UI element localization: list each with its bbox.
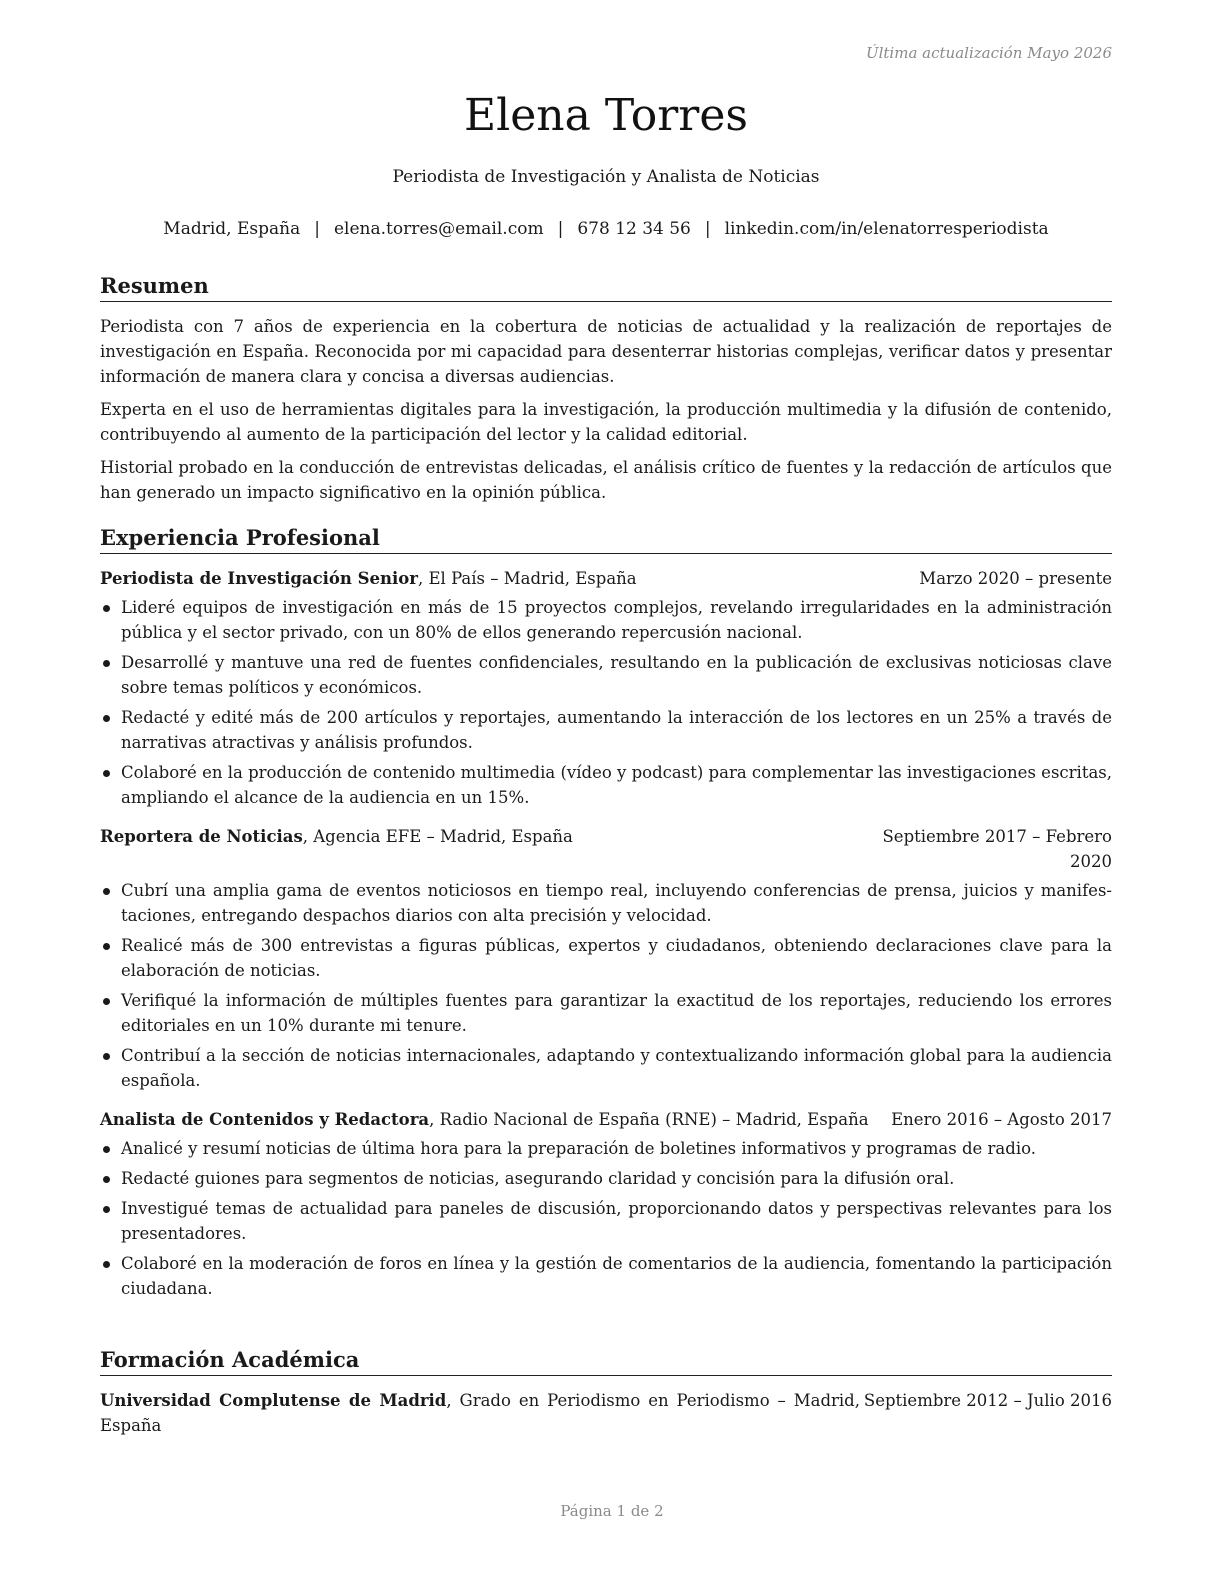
bullet-text: Desarrollé y mantuve una red de fuentes confidenciales, resultando en la publicación de exclusivas noticiosas clave sobre temas políticos y económicos. xyxy=(121,653,1112,697)
job-bullets xyxy=(100,878,1112,1093)
bullet-text: Redacté y edité más de 200 artículos y reportajes, aumentando la interacción de los lectores en un 25% a través de narrativas atractivas y análisis profundos. xyxy=(121,708,1112,752)
bullet-item xyxy=(100,1251,1112,1301)
bullet-icon xyxy=(103,770,110,777)
bullet-item xyxy=(100,705,1112,755)
bullet-text: Redacté guiones para segmentos de noticias, asegurando claridad y concisión para la difusión oral. xyxy=(121,1169,955,1188)
education-degree: , Grado en Periodismo en Periodismo – Madrid, España xyxy=(100,1391,860,1435)
job-entry xyxy=(100,824,1112,1093)
education-entry xyxy=(100,1388,1112,1438)
bullet-icon xyxy=(103,1261,110,1268)
bullet-item xyxy=(100,878,1112,928)
bullet-text: Analicé y resumí noticias de última hora para la preparación de boletines informativos y programas de radio. xyxy=(121,1139,1037,1158)
job-entry xyxy=(100,1107,1112,1301)
job-dates: Enero 2016 – Agosto 2017 xyxy=(891,1110,1112,1129)
bullet-icon xyxy=(103,943,110,950)
bullet-text: Cubrí una amplia gama de eventos noticiosos en tiempo real, incluyendo conferencias de prensa, juicios y manifestaciones, entregando despachos diarios con alta precisión y velocidad. xyxy=(121,881,1112,925)
bullet-text: Colaboré en la producción de contenido multimedia (vídeo y podcast) para complementar las investigaciones escritas, ampliando el alcance de la audiencia en un 15%. xyxy=(121,763,1112,807)
bullet-text: Realicé más de 300 entrevistas a figuras públicas, expertos y ciudadanos, obteniendo declaraciones clave para la elaboración de noticias. xyxy=(121,936,1112,980)
contact-separator: | xyxy=(704,219,711,239)
bullet-icon xyxy=(103,1146,110,1153)
bullet-item xyxy=(100,1196,1112,1246)
section-title-education: Formación Académica xyxy=(100,1345,1112,1376)
bullet-icon xyxy=(103,1053,110,1060)
section-title-summary: Resumen xyxy=(100,271,1112,302)
contact-phone[interactable]: 678 12 34 56 xyxy=(577,219,691,239)
bullet-item xyxy=(100,595,1112,645)
job-dates: Marzo 2020 – presente xyxy=(919,569,1112,588)
job-entry xyxy=(100,566,1112,810)
job-header xyxy=(100,1107,1112,1132)
contact-email[interactable]: elena.torres@email.com xyxy=(333,219,544,239)
bullet-icon xyxy=(103,715,110,722)
bullet-text: Verifiqué la información de múltiples fuentes para garantizar la exactitud de los reportajes, reduciendo los errores editoriales en un 10% durante mi tenure. xyxy=(121,991,1112,1035)
bullet-icon xyxy=(103,1176,110,1183)
section-title-experience: Experiencia Profesional xyxy=(100,523,1112,554)
candidate-headline: Periodista de Investigación y Analista de Noticias xyxy=(392,167,820,187)
last-updated: Última actualización Mayo 2026 xyxy=(865,44,1112,62)
summary-section xyxy=(100,271,1112,513)
contact-separator: | xyxy=(557,219,564,239)
contact-linkedin[interactable]: linkedin.com/in/elenatorresperiodista xyxy=(724,219,1049,239)
job-role: Periodista de Investigación Senior xyxy=(100,569,419,588)
job-role: Reportera de Noticias xyxy=(100,827,303,846)
summary-paragraph: Experta en el uso de herramientas digitales para la investigación, la producción multimedia y la difusión de contenido, contribuyendo al aumento de la participación del lector y la calidad editorial. xyxy=(100,400,1112,444)
summary-paragraph: Historial probado en la conducción de entrevistas delicadas, el análisis crítico de fuentes y la redacción de artículos que han generado un impacto significativo en la opinión pública. xyxy=(100,458,1112,502)
bullet-item xyxy=(100,933,1112,983)
contact-separator: | xyxy=(314,219,320,239)
page-number: Página 1 de 2 xyxy=(560,1502,664,1520)
bullet-icon xyxy=(103,660,110,667)
bullet-text: Lideré equipos de investigación en más de 15 proyectos complejos, revelando irregularidades en la administración pública y el sector privado, con un 80% de ellos generando repercusión nacional. xyxy=(121,598,1112,642)
job-bullets xyxy=(100,595,1112,810)
education-section xyxy=(100,1345,1112,1438)
bullet-text: Colaboré en la moderación de foros en línea y la gestión de comentarios de la audiencia, fomentando la participación ciudadana. xyxy=(121,1254,1112,1298)
bullet-item xyxy=(100,1043,1112,1093)
bullet-item xyxy=(100,1166,1112,1191)
bullet-item xyxy=(100,1136,1112,1161)
job-role: Analista de Contenidos y Redactora xyxy=(100,1110,430,1129)
education-dates: Septiembre 2012 – Julio 2016 xyxy=(863,1391,1112,1410)
experience-section xyxy=(100,523,1112,1306)
job-organization: , Agencia EFE – Madrid, España xyxy=(302,827,573,846)
job-header xyxy=(100,824,1112,874)
job-header xyxy=(100,566,1112,591)
candidate-name: Elena Torres xyxy=(464,90,748,141)
contact-location: Madrid, España xyxy=(163,219,301,239)
bullet-item xyxy=(100,988,1112,1038)
job-organization: , Radio Nacional de España (RNE) – Madrid, España xyxy=(429,1110,869,1129)
bullet-item xyxy=(100,760,1112,810)
job-dates: Septiembre 2017 – Febrero 2020 xyxy=(882,827,1112,871)
summary-paragraph: Periodista con 7 años de experiencia en la cobertura de noticias de actualidad y la realización de reportajes de investigación en España. Reconocida por mi capacidad para desenterrar historias complejas, verificar datos y presentar información de manera clara y concisa a diversas audiencias. xyxy=(100,317,1112,386)
job-bullets xyxy=(100,1136,1112,1301)
bullet-icon xyxy=(103,1206,110,1213)
bullet-text: Investigué temas de actualidad para paneles de discusión, proporcionando datos y perspectivas relevantes para los presentadores. xyxy=(121,1199,1112,1243)
bullet-text: Contribuí a la sección de noticias internacionales, adaptando y contextualizando información global para la audiencia española. xyxy=(121,1046,1112,1090)
bullet-icon xyxy=(103,998,110,1005)
education-institution: Universidad Complutense de Madrid xyxy=(100,1391,447,1410)
job-organization: , El País – Madrid, España xyxy=(418,569,637,588)
bullet-icon xyxy=(103,605,110,612)
contact-line xyxy=(100,219,1112,239)
bullet-icon xyxy=(103,888,110,895)
bullet-item xyxy=(100,650,1112,700)
